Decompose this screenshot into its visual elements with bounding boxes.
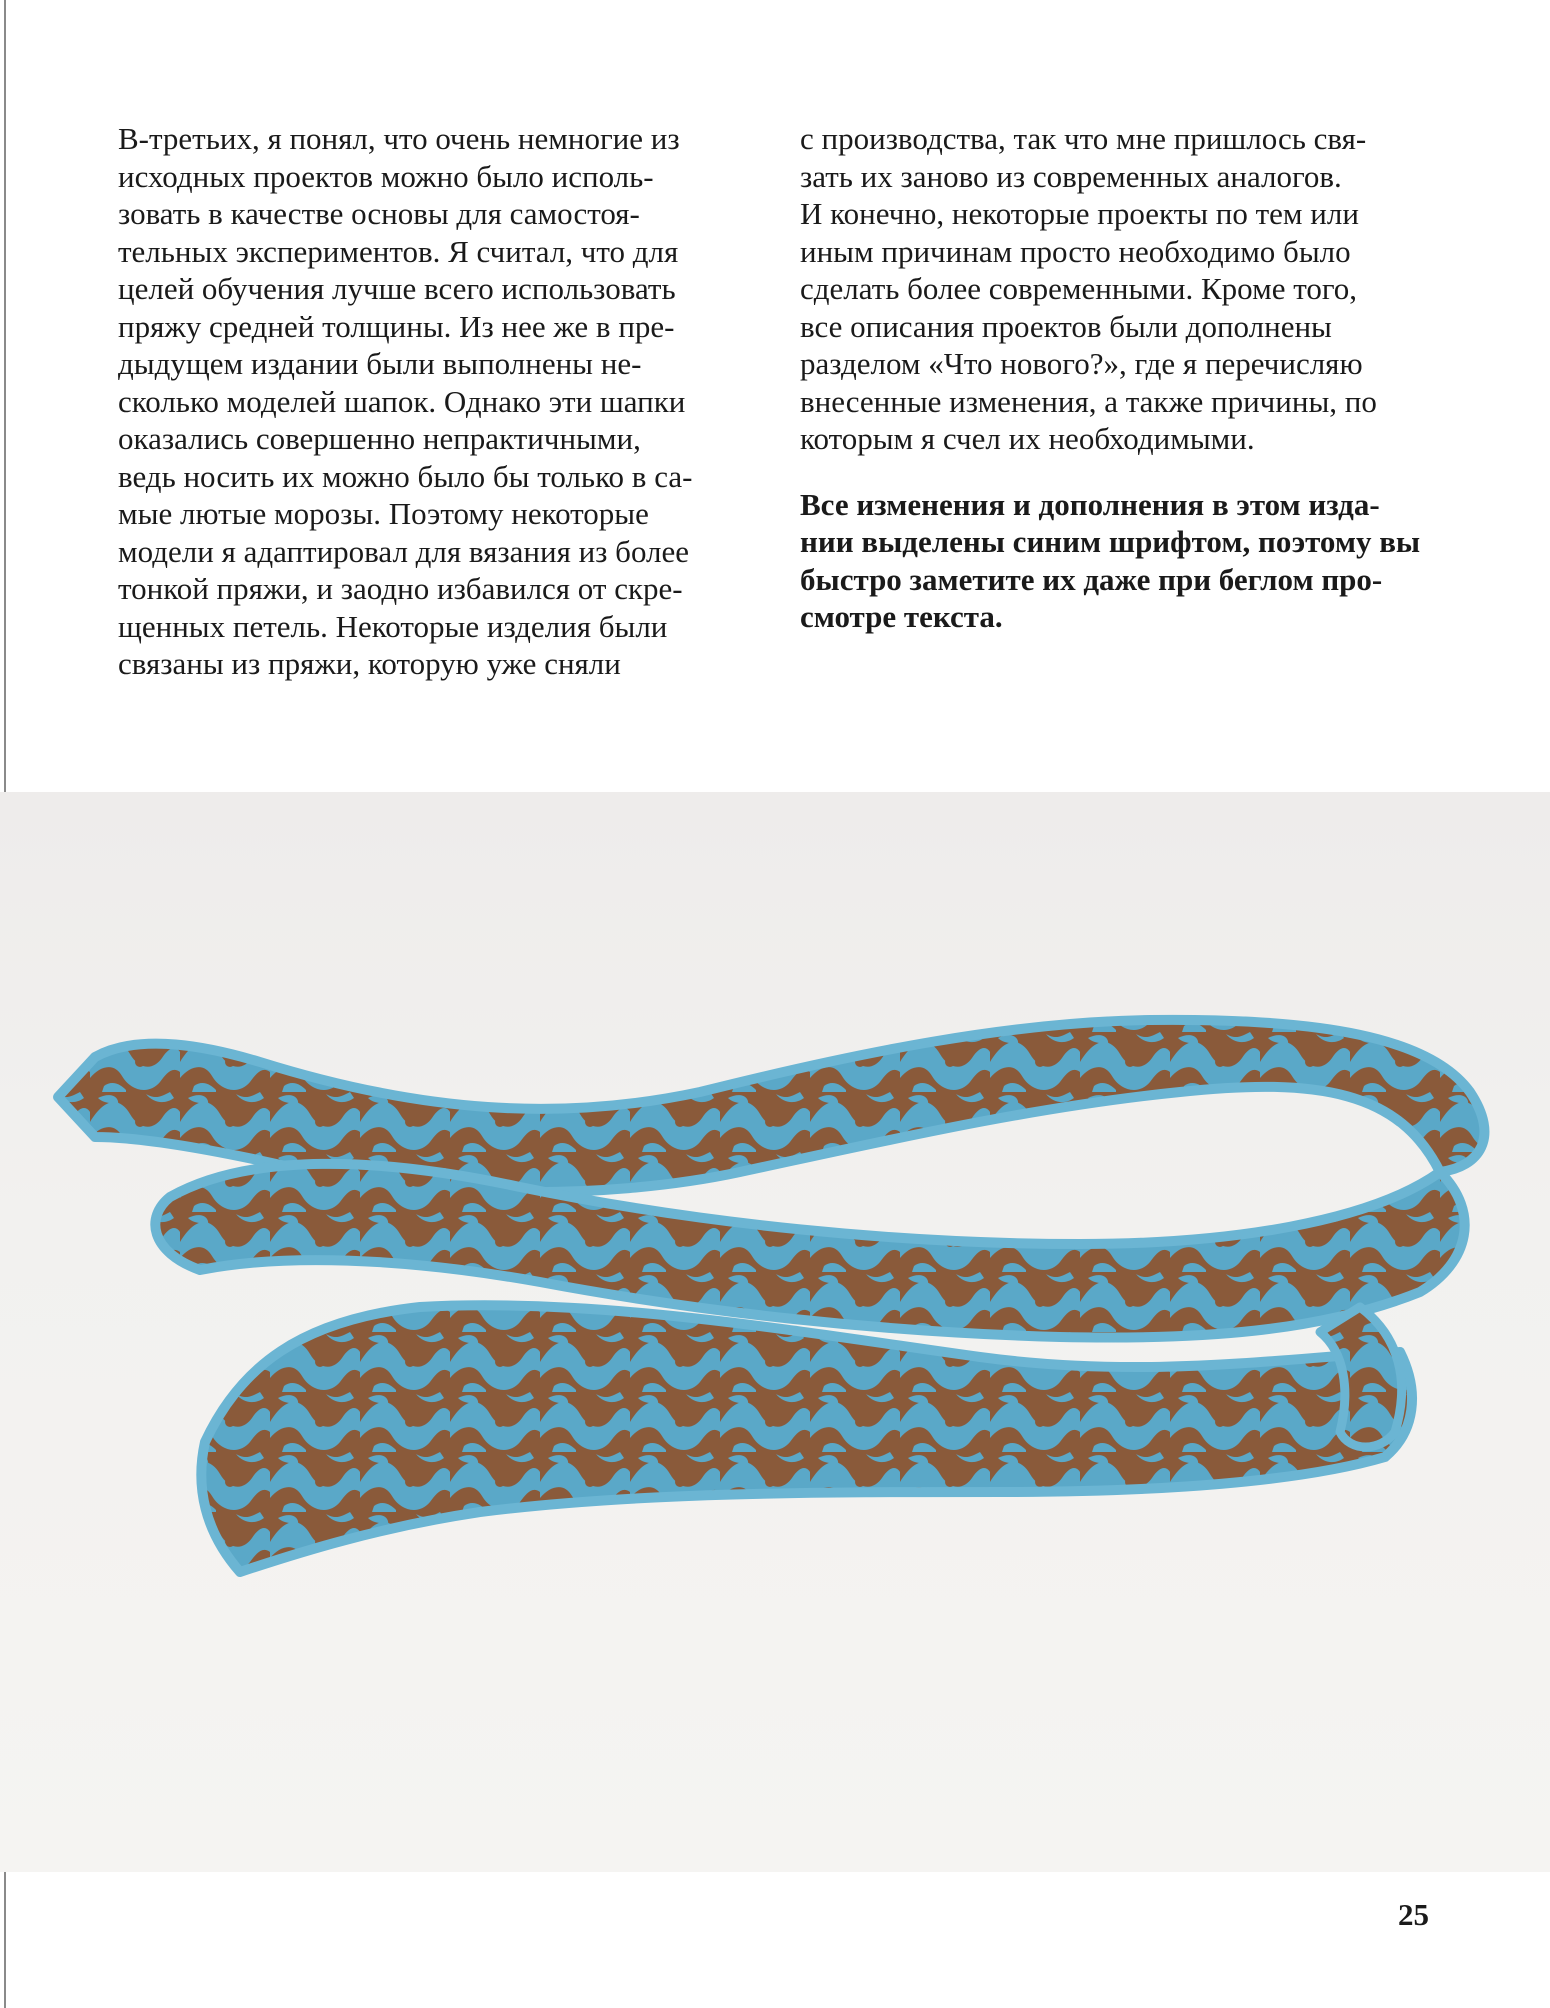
scarf-lower-band [201,1305,1412,1572]
paragraph-line: оказались совершенно непрактичными, [118,421,641,456]
paragraph-line: исходных проектов можно было исполь- [118,158,654,194]
paragraph-line: пряжу средней толщины. Из нее же в пре- [118,308,675,344]
paragraph-line: зать их заново из современных аналогов. [800,158,1342,194]
left-text-column [118,120,768,683]
paragraph-line: сколько моделей шапок. Однако эти шапки [118,383,686,419]
bold-line: быстро заметите их даже при беглом про- [800,561,1383,597]
bold-line: Все изменения и дополнения в этом изда- [800,486,1380,522]
paragraph-line: модели я адаптировал для вязания из более [118,533,690,569]
paragraph-line: разделом «Что нового?», где я перечисляю [800,346,1363,381]
paragraph-line: зовать в качестве основы для самостоя- [118,196,640,231]
bold-line: смотре текста. [800,599,1003,634]
paragraph-line: В-третьих, я понял, что очень немногие из [118,121,680,156]
page-number: 25 [1398,1897,1429,1932]
knitted-scarf-photo [0,792,1550,1872]
paragraph-line: иным причинам просто необходимо было [800,233,1351,269]
paragraph-line: внесенные изменения, а также причины, по [800,383,1377,419]
paragraph-line: тельных экспериментов. Я считал, что для [118,233,679,269]
paragraph-line: тонкой пряжи, и заодно избавился от скре- [118,571,683,606]
paragraph-line: И конечно, некоторые проекты по тем или [800,196,1359,231]
paragraph-line: все описания проектов были дополнены [800,308,1332,344]
bold-line: нии выделены синим шрифтом, поэтому вы [800,524,1421,559]
paragraph-line: которым я счел их необходимыми. [800,421,1255,456]
scarf-illustration [0,792,1550,1872]
scarf-middle-band [155,1164,1464,1338]
paragraph-line: связаны из пряжи, которую уже сняли [118,646,621,681]
paragraph-line: мые лютые морозы. Поэтому некоторые [118,496,649,531]
paragraph-line: сделать более современными. Кроме того, [800,271,1358,306]
paragraph-line: целей обучения лучше всего использовать [118,271,676,306]
highlight-note-paragraph [800,486,1430,636]
paragraph-line: щенных петель. Некоторые изделия были [118,608,668,644]
right-text-column [800,120,1430,636]
paragraph-line: с производства, так что мне пришлось свя- [800,121,1367,156]
paragraph-line: дыдущем издании были выполнены не- [118,346,642,381]
paragraph-line: ведь носить их можно было бы только в са- [118,458,693,494]
